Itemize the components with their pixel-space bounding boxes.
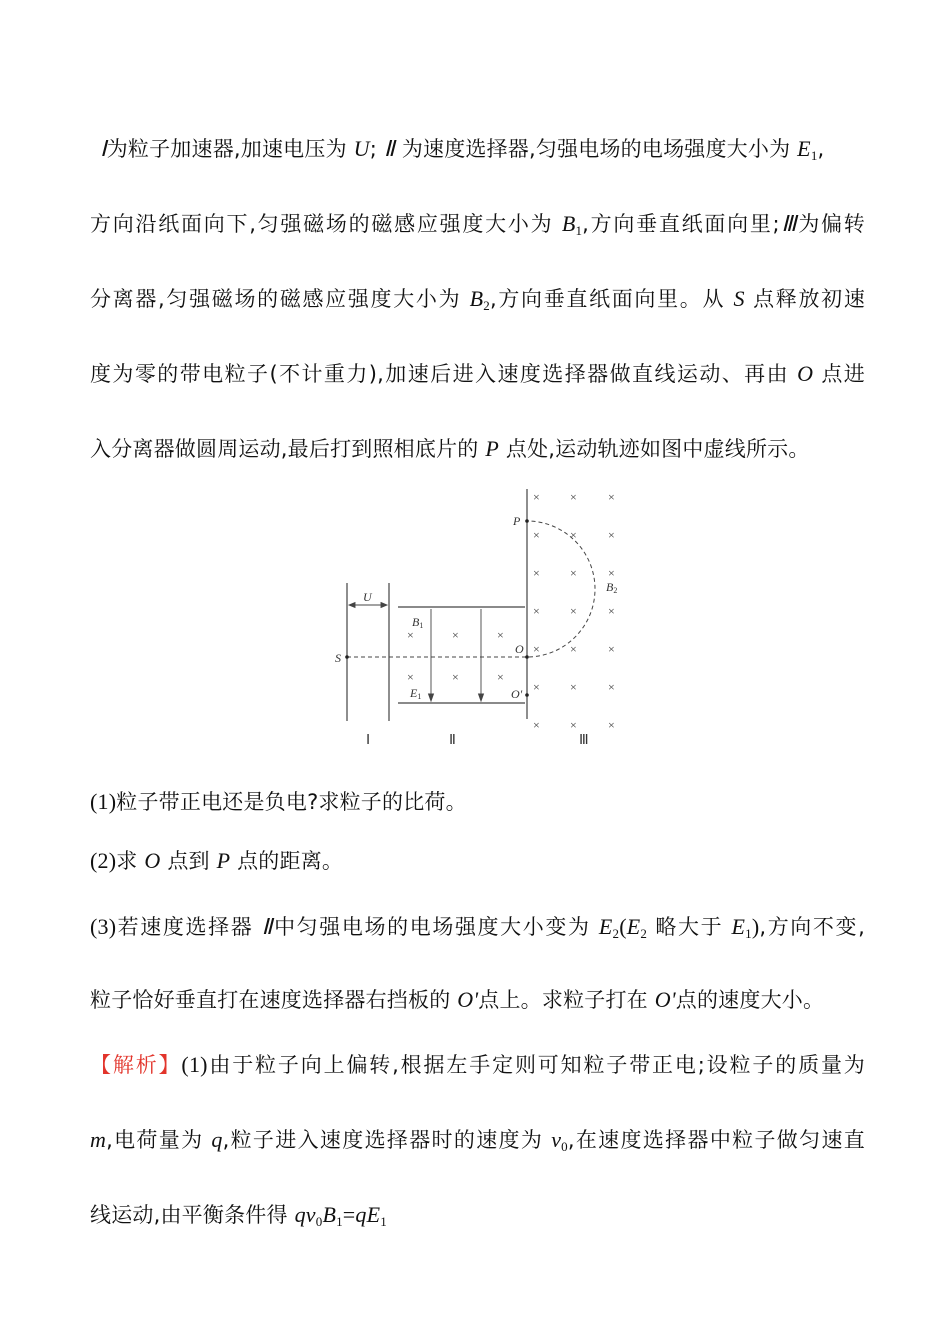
- cross-mark: ×: [533, 604, 540, 618]
- text-run: qv: [294, 1202, 316, 1227]
- text-run: 0: [315, 1214, 323, 1229]
- text-run: v: [551, 1127, 562, 1152]
- label-b2: B2: [606, 580, 618, 595]
- text-run: E: [797, 136, 811, 161]
- text-run: 点释放初速: [744, 287, 866, 311]
- text-run: 1: [575, 223, 583, 238]
- text-run: 2: [640, 926, 648, 941]
- problem-line-2: [90, 209, 865, 246]
- text-run: 2: [612, 926, 620, 941]
- text-run: qE: [355, 1202, 381, 1227]
- text-run: ,: [817, 137, 825, 161]
- cross-mark: ×: [608, 490, 615, 504]
- text-run: 入分离器做圆周运动,最后打到照相底片的: [90, 437, 486, 461]
- text-run: E: [598, 914, 613, 939]
- text-run: 略大于: [647, 915, 732, 939]
- text-run: 点进: [813, 362, 865, 386]
- question-2: [90, 846, 865, 876]
- point-s: [345, 655, 349, 659]
- cross-mark: ×: [608, 718, 615, 732]
- problem-line-5: [90, 434, 865, 464]
- text-run: ;: [369, 137, 384, 161]
- text-run: ): [751, 914, 760, 939]
- text-run: 为粒子加速器,加速电压为: [106, 137, 354, 161]
- solution-line-3: [90, 1200, 865, 1237]
- cross-mark: ×: [608, 604, 615, 618]
- cross-mark: ×: [570, 604, 577, 618]
- text-run: 粒子恰好垂直打在速度选择器右挡板的: [90, 988, 458, 1012]
- text-run: (: [619, 914, 627, 939]
- text-run: 分离器,匀强磁场的磁感应强度大小为: [90, 287, 470, 311]
- question-3-line-2: [90, 985, 865, 1015]
- cross-mark: ×: [570, 566, 577, 580]
- cross-mark: ×: [407, 670, 414, 684]
- text-run: 线运动,由平衡条件得: [90, 1203, 295, 1227]
- text-run: 度为零的带电粒子(不计重力),加速后进入速度选择器做直线运动、再由: [90, 362, 798, 386]
- text-run: Ⅲ: [779, 211, 799, 236]
- text-run: 2: [483, 298, 490, 313]
- text-run: 0: [561, 1139, 568, 1154]
- text-run: Ⅱ: [261, 914, 275, 939]
- text-run: B: [561, 211, 576, 236]
- text-run: ,电荷量为: [106, 1128, 212, 1152]
- particle-trajectory: [347, 521, 595, 657]
- text-run: ,方向垂直纸面向里。从: [489, 287, 734, 311]
- label-u: U: [363, 590, 372, 604]
- text-run: Ⅱ: [383, 136, 395, 161]
- text-run: B: [322, 1202, 337, 1227]
- label-region-3: Ⅲ: [579, 733, 589, 748]
- cross-mark: ×: [533, 566, 540, 580]
- label-region-1: Ⅰ: [366, 733, 371, 748]
- velocity-selector-diagram: [325, 483, 635, 753]
- cross-mark: ×: [570, 528, 577, 542]
- text-run: m: [90, 1127, 107, 1152]
- text-run: 点的速度大小。: [675, 988, 825, 1012]
- text-run: 点上。求粒子打在: [478, 988, 655, 1012]
- label-s: S: [335, 651, 341, 665]
- solution-line-1-text: [181, 1053, 865, 1077]
- cross-mark: ×: [570, 490, 577, 504]
- text-run: 由于粒子向上偏转,根据左手定则可知粒子带正电;设粒子的质量为: [207, 1053, 865, 1077]
- text-run: 求: [116, 849, 145, 873]
- label-e1: E1: [410, 686, 422, 701]
- point-o: [525, 655, 529, 659]
- e-field-arrows: [429, 609, 484, 701]
- cross-mark: ×: [608, 680, 615, 694]
- label-o: O: [515, 642, 524, 656]
- cross-mark: ×: [608, 528, 615, 542]
- cross-mark: ×: [407, 628, 414, 642]
- label-p: P: [513, 514, 521, 528]
- text-run: P: [216, 848, 231, 873]
- text-run: (3): [90, 914, 117, 939]
- question-3-line-1: [90, 912, 865, 949]
- text-run: 为速度选择器,匀强电场的电场强度大小为: [394, 137, 798, 161]
- cross-mark: ×: [533, 528, 540, 542]
- text-run: 中匀强电场的电场强度大小变为: [274, 915, 599, 939]
- point-p: [525, 519, 529, 523]
- text-run: 点处,运动轨迹如图中虚线所示。: [499, 437, 810, 461]
- text-run: ,在速度选择器中粒子做匀速直: [567, 1128, 865, 1152]
- text-run: B: [469, 286, 484, 311]
- text-run: P: [485, 436, 499, 461]
- text-run: ,方向垂直纸面向里;: [582, 212, 780, 236]
- cross-mark: ×: [570, 680, 577, 694]
- cross-mark: ×: [452, 628, 459, 642]
- label-region-2: Ⅱ: [449, 733, 456, 748]
- text-run: 1: [810, 148, 818, 163]
- text-run: 点到: [160, 849, 217, 873]
- problem-line-3: [90, 284, 865, 321]
- cross-mark: ×: [533, 680, 540, 694]
- text-run: E: [731, 914, 746, 939]
- text-run: 1: [380, 1214, 387, 1229]
- cross-mark: ×: [533, 718, 540, 732]
- cross-mark: ×: [497, 628, 504, 642]
- text-run: 若速度选择器: [116, 915, 262, 939]
- solution-line-2: [90, 1125, 865, 1162]
- label-b1: B1: [412, 615, 424, 630]
- text-run: (2): [90, 848, 117, 873]
- cross-mark: ×: [497, 670, 504, 684]
- label-o-prime: O': [511, 687, 523, 701]
- cross-mark: ×: [533, 490, 540, 504]
- text-run: 1: [336, 1214, 343, 1229]
- text-run: 点的距离。: [230, 849, 344, 873]
- text-run: (1): [181, 1052, 208, 1077]
- text-run: Ⅰ: [100, 136, 107, 161]
- problem-line-4: [90, 359, 865, 389]
- text-run: 为偏转: [798, 212, 866, 236]
- text-run: 方向沿纸面向下,匀强磁场的磁感应强度大小为: [90, 212, 562, 236]
- question-1: [90, 787, 865, 817]
- text-run: ,方向不变,: [759, 915, 866, 939]
- text-run: ,粒子进入速度选择器时的速度为: [222, 1128, 552, 1152]
- text-run: O: [144, 848, 161, 873]
- problem-line-1-content: [90, 137, 824, 161]
- text-run: E: [626, 914, 641, 939]
- text-run: O': [654, 987, 676, 1012]
- text-run: 粒子带正电还是负电?求粒子的比荷。: [116, 790, 467, 814]
- cross-mark: ×: [570, 718, 577, 732]
- solution-line-1: [90, 1050, 865, 1080]
- cross-mark: ×: [452, 670, 459, 684]
- cross-mark: ×: [570, 642, 577, 656]
- text-run: =: [342, 1202, 356, 1227]
- text-run: q: [211, 1127, 223, 1152]
- text-run: 1: [745, 926, 752, 941]
- text-run: O: [797, 361, 814, 386]
- cross-mark: ×: [608, 566, 615, 580]
- text-run: (1): [90, 789, 117, 814]
- text-run: O': [457, 987, 479, 1012]
- solution-label: 【解析】: [90, 1053, 182, 1077]
- text-run: S: [733, 286, 745, 311]
- point-o-prime: [525, 693, 529, 697]
- cross-mark: ×: [608, 642, 615, 656]
- cross-mark: ×: [533, 642, 540, 656]
- text-run: U: [353, 136, 370, 161]
- problem-line-1: [90, 134, 865, 171]
